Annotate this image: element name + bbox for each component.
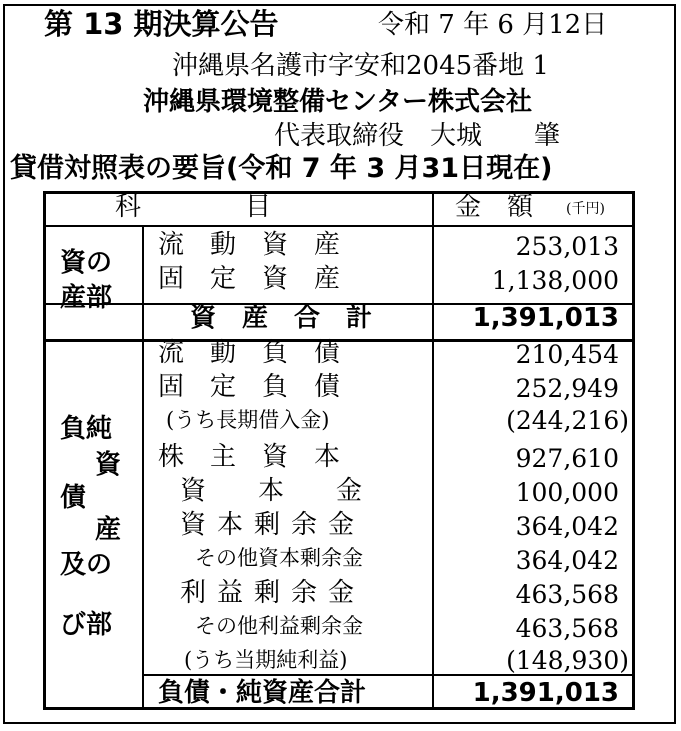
liabilities-section-label: び部	[60, 610, 113, 640]
total-assets-value: 1,391,013	[472, 303, 619, 333]
section-divider	[142, 225, 144, 707]
other-capital-surplus-label: その他資本剰余金	[195, 546, 363, 570]
company-name: 沖縄県環境整備センター株式会社	[143, 87, 532, 117]
liabilities-section-label: 及の	[60, 550, 113, 580]
current-assets-label: 流 動 資 産	[158, 230, 341, 260]
current-liabilities-value: 210,454	[515, 340, 619, 369]
fixed-liabilities-value: 252,949	[515, 374, 619, 403]
current-assets-value: 253,013	[515, 232, 619, 261]
total-liabilities-equity-label: 負債・純資産合計	[158, 678, 367, 708]
total-assets-label: 資 産 合 計	[190, 303, 373, 333]
liabilities-section-label: 負純	[60, 414, 113, 444]
net-income-label: (うち当期純利益)	[184, 648, 348, 672]
representative: 代表取締役 大城 肇	[274, 121, 561, 151]
net-income-value: (148,930)	[506, 646, 629, 675]
fixed-assets-label: 固 定 資 産	[158, 264, 341, 294]
other-retained-earnings-label: その他利益剰余金	[195, 614, 363, 638]
column-item-header: 科 目	[115, 192, 272, 222]
shareholders-equity-label: 株 主 資 本	[158, 442, 341, 472]
liabilities-section-label: 産	[95, 515, 122, 545]
retained-earnings-value: 463,568	[515, 580, 619, 609]
long-term-borrowings-value: (244,216)	[506, 406, 629, 435]
liabilities-section-label: 債	[60, 483, 87, 513]
other-retained-earnings-value: 463,568	[515, 614, 619, 643]
capital-stock-value: 100,000	[515, 478, 619, 507]
other-capital-surplus-value: 364,042	[515, 546, 619, 575]
summary-title: 貸借対照表の要旨(令和 7 年 3 月31日現在)	[10, 153, 553, 184]
notice-date: 令和 7 年 6 月12日	[378, 10, 608, 40]
fixed-assets-value: 1,138,000	[491, 266, 619, 295]
capital-surplus-value: 364,042	[515, 512, 619, 541]
notice-title: 第 13 期決算公告	[44, 7, 279, 41]
assets-section-label: 資の	[60, 248, 113, 278]
column-amount-header: 金 額	[455, 192, 534, 222]
liabilities-section-label: 資	[95, 450, 122, 480]
assets-section-label: 産部	[60, 283, 113, 313]
company-address: 沖縄県名護市字安和2045番地 1	[172, 51, 549, 81]
capital-surplus-label: 資本剰余金	[180, 510, 366, 540]
amount-divider	[432, 194, 434, 707]
fixed-liabilities-label: 固 定 負 債	[158, 372, 341, 402]
total-liabilities-equity-value: 1,391,013	[472, 678, 619, 708]
current-liabilities-label: 流 動 負 債	[158, 338, 341, 368]
long-term-borrowings-label: (うち長期借入金)	[166, 408, 330, 432]
shareholders-equity-value: 927,610	[515, 444, 619, 473]
capital-stock-label: 資 本 金	[180, 476, 363, 506]
column-unit-header: (千円)	[566, 201, 605, 217]
retained-earnings-label: 利益剰余金	[180, 578, 366, 608]
header-rule	[46, 225, 632, 227]
